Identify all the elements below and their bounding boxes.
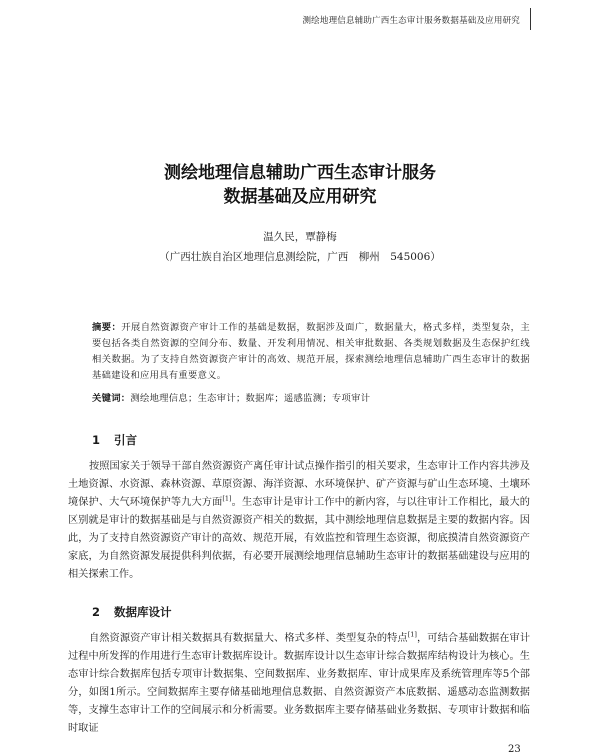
abstract-label: 摘要： [92,322,122,333]
section-number: 1 [92,433,101,447]
section-title: 引言 [114,433,137,447]
abstract [92,320,530,384]
section-body-introduction [68,458,530,584]
citation-ref: [1] [407,630,417,639]
paper-title [0,161,600,209]
body-text: 自然资源资产审计相关数据具有数据量大、格式多样、类型复杂的特点 [89,633,408,644]
affiliation: （广西壮族自治区地理信息测绘院，广西 柳州 545006） [159,251,441,263]
section-title: 数据库设计 [114,605,172,619]
body-text: ，可结合基础数据在审计过程中所发挥的作用进行生态审计数据库设计。数据库设计以生态审计综合数据库结构设计为核心。生态审计综合数据库包括专项审计数据集、空间数据库、业务数据库、审计成果库及系统管理库等5个部分，如图1所示。空间数据库主要存储基础地理信息数据、自然资源资产本底数据、遥感动态监测数据等，支撑生态审计工作的空间展示和分析需要。业务数据库主要存储基础业务数据、专项审计数据和临时取证 [68,633,531,734]
authors: 温久民，覃静梅 [263,231,337,243]
keywords [92,391,530,407]
header-rule [530,8,531,30]
running-head: 测绘地理信息辅助广西生态审计服务数据基础及应用研究 [302,16,520,26]
body-text: 。生态审计是审计工作中的新内容，与以往审计工作相比，最大的区别就是审计的数据基础是与自然资源资产相关的数据，其中测绘地理信息数据是主要的数据内容。因此，为了支持自然资源资产审计的高效、规范开展，有效监控和管理生态资源，彻底摸清自然资源资产家底，为自然资源发展提供科判依据，有必要开展测绘地理信息辅助生态审计的数据基础建设与应用的相关探索工作。 [68,497,530,580]
page-number: 23 [508,744,521,755]
section-number: 2 [92,605,101,619]
keywords-label: 关键词： [92,393,131,404]
abstract-text: 开展自然资源资产审计工作的基础是数据，数据涉及面广，数据量大，格式多样，类型复杂，主要包括各类自然资源的空间分布、数量、开发利用情况、相关审批数据、各类规划数据及生态保护红线相关数据。为了支持自然资源资产审计的高效、规范开展，探索测绘地理信息辅助广西生态审计的数据基础建设和应用具有重要意义。 [92,322,530,381]
title-line: 数据基础及应用研究 [223,187,377,207]
keywords-text: 测绘地理信息；生态审计；数据库；遥感监测；专项审计 [130,393,371,404]
section-heading-database-design [92,604,172,620]
section-heading-introduction [92,432,137,448]
citation-ref: [1] [222,494,232,503]
body-text: 按照国家关于领导干部自然资源资产离任审计试点操作指引的相关要求，生态审计工作内容共涉及土地资源、水资源、森林资源、草原资源、海洋资源、水环境保护、矿产资源与矿山生态环境、土壤环境保护、大气环境保护等九大方面 [68,461,530,508]
title-line: 测绘地理信息辅助广西生态审计服务 [164,163,436,183]
section-body-database-design [68,630,530,738]
